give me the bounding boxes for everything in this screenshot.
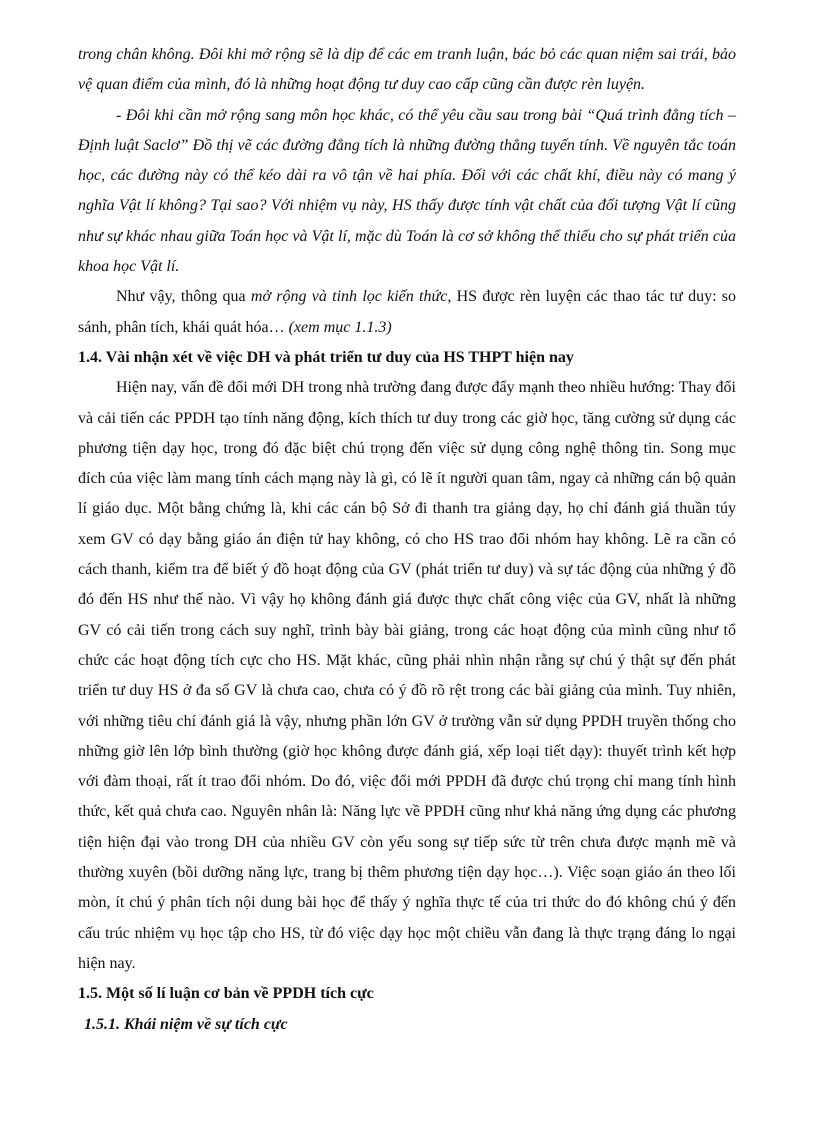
paragraph-continuation: trong chân không. Đôi khi mở rộng sẽ là dịp để các em tranh luận, bác bỏ các quan niệm sai trái, bảo vệ quan điểm của mình, đó là những hoạt động tư duy cao cấp cũng cần được rèn luyện.	[78, 46, 736, 94]
summary-text-c: HS được rèn luyện các thao tác tư duy: so sánh, phân tích, khái quát hóa…	[78, 288, 737, 336]
section-heading-1-4: 1.4. Vài nhận xét về việc DH và phát triển tư duy của HS THPT hiện nay	[78, 348, 574, 366]
summary-text-a: Như vậy, thông qua	[116, 288, 251, 306]
subsection-heading-1-5-1: 1.5.1. Khái niệm về sự tích cực	[84, 1015, 288, 1033]
paragraph-summary	[78, 282, 736, 343]
paragraph-current-situation: Hiện nay, vấn đề đổi mới DH trong nhà trường đang được đẩy mạnh theo nhiều hướng: Thay đổi và cải tiến các PPDH tạo tính năng động, kích thích tư duy trong các giờ học, tăng cường sử dụng các phương tiện dạy học, trong đó đặc biệt chú trọng đến việc sử dụng công nghệ thông tin. Song mục đích của việc làm mang tính cách mạng này là gì, có lẽ ít người quan tâm, ngay cả những cán bộ quản lí giáo dục. Một bằng chứng là, khi các cán bộ Sở đi thanh tra giảng dạy, họ chỉ đánh giá thuần túy xem GV có dạy bằng giáo án điện tử hay không, có cho HS trao đổi nhóm hay không. Lẽ ra cần có cách thanh, kiểm tra để biết ý đồ hoạt động của GV (phát triển tư duy) và sự tác động của những ý đồ đó đến HS như thế nào. Vì vậy họ không đánh giá được thực chất công việc của GV, nhất là những GV có cải tiến trong cách suy nghĩ, trình bày bài giảng, trong các hoạt động của mình cũng như tổ chức các hoạt động tích cực cho HS. Mặt khác, cũng phải nhìn nhận rằng sự chú ý thật sự đến phát triển tư duy HS ở đa số GV là chưa cao, chưa có ý đồ rõ rệt trong các bài giảng của mình. Tuy nhiên, với những tiêu chí đánh giá là vậy, nhưng phần lớn GV ở trường vẫn sử dụng PPDH truyền thống cho những giờ lên lớp bình thường (giờ học không được đánh giá, xếp loại tiết dạy): thuyết trình kết hợp với đàm thoại, rất ít trao đổi nhóm. Do đó, việc đổi mới PPDH đã được chú trọng chỉ mang tính hình thức, kết quả chưa cao. Nguyên nhân là: Năng lực về PPDH cũng như khả năng ứng dụng các phương tiện hiện đại vào trong DH của nhiều GV còn yếu song sự tiếp sức từ trên chưa được mạnh mẽ và thường xuyên (bồi dưỡng năng lực, trang bị thêm phương tiện dạy học…). Việc soạn giáo án theo lối mòn, ít chú ý phân tích nội dung bài học để thấy ý nghĩa thực tế của tri thức do đó không chú ý đến cấu trúc nhiệm vụ học tập cho HS, từ đó việc dạy học một chiều vẫn đang là thực trạng đáng lo ngại hiện nay.	[78, 379, 736, 972]
summary-text-d: (xem mục 1.1.3)	[288, 318, 392, 336]
document-page	[78, 40, 736, 1040]
summary-text-b: mở rộng và tinh lọc kiến thức,	[250, 288, 452, 306]
section-heading-1-5: 1.5. Một số lí luận cơ bản về PPDH tích cực	[78, 985, 374, 1003]
paragraph-extension-example: - Đôi khi cần mở rộng sang môn học khác, có thể yêu cầu sau trong bài “Quá trình đẳng tích – Định luật Saclơ” Đồ thị vẽ các đường đẳng tích là những đường thẳng tuyến tính. Về nguyên tắc toán học, các đường này có thể kéo dài ra vô tận về hai phía. Đối với các chất khí, điều này có mang ý nghĩa Vật lí không? Tại sao? Với nhiệm vụ này, HS thấy được tính vật chất của đối tượng Vật lí cũng như sự khác nhau giữa Toán học và Vật lí, mặc dù Toán là cơ sở không thể thiếu cho sự phát triển của khoa học Vật lí.	[78, 106, 736, 276]
